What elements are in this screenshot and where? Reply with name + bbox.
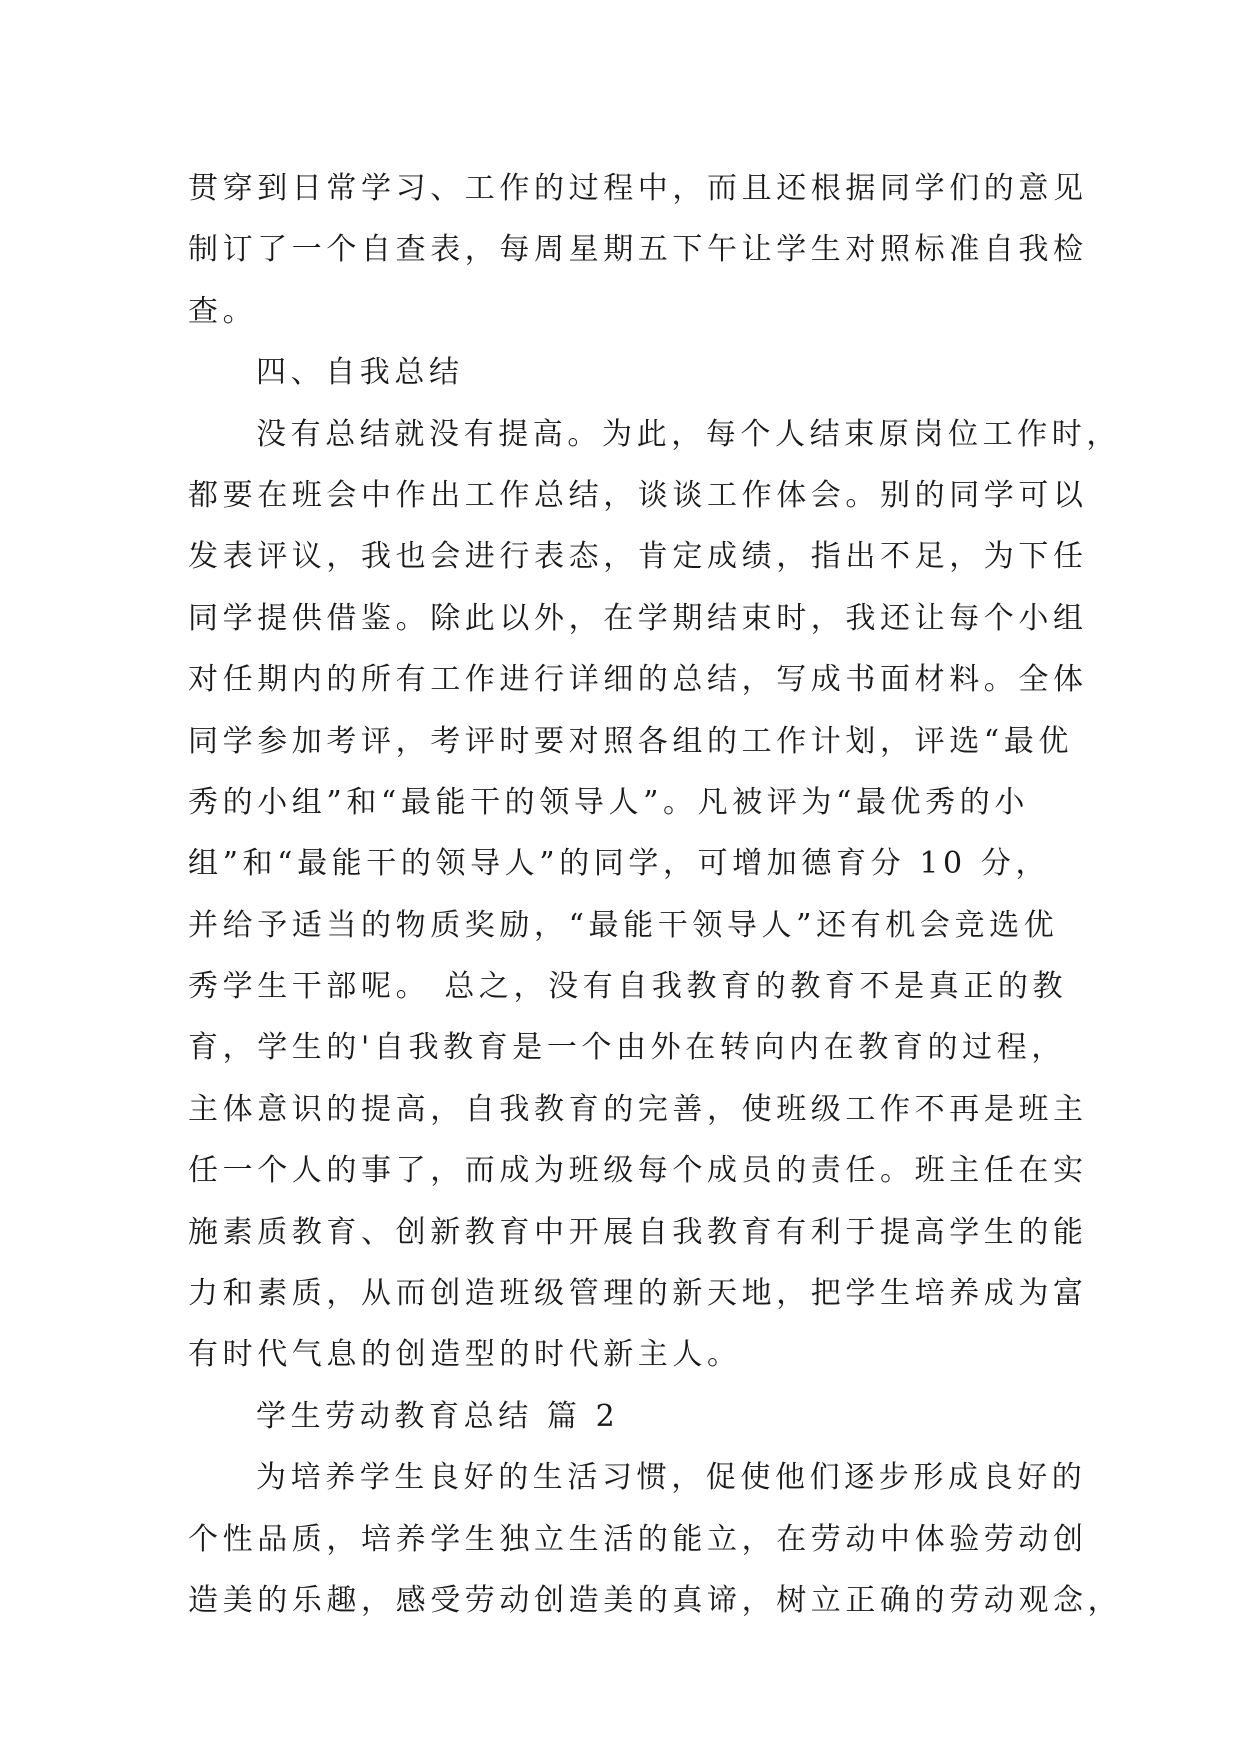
text-line: 查。 [188,293,258,329]
text-line: 同学参加考评，考评时要对照各组的工作计划，评选“最优 [188,723,1073,759]
paragraph-start: 为培养学生良好的生活习惯，促使他们逐步形成良好的 [256,1460,1087,1496]
text-line: 施素质教育、创新教育中开展自我教育有利于提高学生的能 [188,1214,1088,1250]
text-line: 同学提供借鉴。除此以外，在学期结束时，我还让每个小组 [188,600,1088,636]
text-line: 有时代气息的创造型的时代新主人。 [188,1337,742,1373]
section-heading: 四、自我总结 [256,355,464,391]
text-line: 组”和“最能干的领导人”的同学，可增加德育分 10 分， [188,846,1051,882]
text-line: 育，学生的'自我教育是一个由外在转向内在教育的过程， [188,1030,1066,1066]
text-line: 主体意识的提高，自我教育的完善，使班级工作不再是班主 [188,1091,1088,1127]
text-line: 造美的乐趣，感受劳动创造美的真谛，树立正确的劳动观念， [188,1582,1123,1618]
body-text [188,158,1123,1631]
text-line: 秀的小组”和“最能干的领导人”。凡被评为“最优秀的小 [188,784,1029,820]
text-line: 贯穿到日常学习、工作的过程中，而且还根据同学们的意见 [188,171,1088,206]
text-line: 并给予适当的物质奖励，“最能干领导人”还有机会竞选优 [188,907,1059,943]
text-line: 力和素质，从而创造班级管理的新天地，把学生培养成为富 [188,1276,1088,1312]
text-line: 个性品质，培养学生独立生活的能立，在劳动中体验劳动创 [188,1521,1088,1557]
text-line: 任一个人的事了，而成为班级每个成员的责任。班主任在实 [188,1153,1088,1189]
text-line: 都要在班会中作出工作总结，谈谈工作体会。别的同学可以 [188,477,1088,513]
text-line: 发表评议，我也会进行表态，肯定成绩，指出不足，为下任 [188,539,1088,575]
article-heading: 学生劳动教育总结 篇 2 [256,1398,620,1434]
paragraph-start: 没有总结就没有提高。为此，每个人结束原岗位工作时， [256,416,1121,452]
text-line: 制订了一个自查表，每周星期五下午让学生对照标准自我检 [188,232,1088,268]
text-line: 秀学生干部呢。 总之，没有自我教育的教育不是真正的教 [188,969,1068,1005]
text-line: 对任期内的所有工作进行详细的总结，写成书面材料。全体 [188,662,1088,698]
